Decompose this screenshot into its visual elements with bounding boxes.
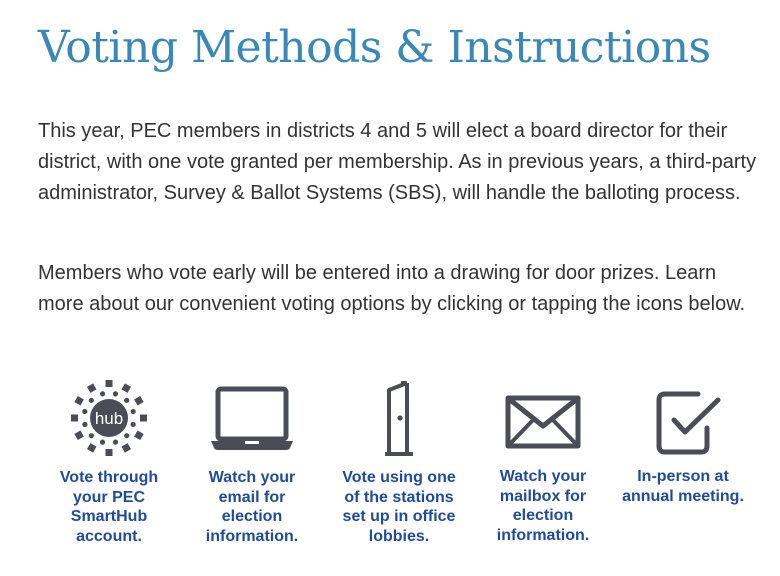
label-line: Watch your xyxy=(208,469,296,486)
label-line: Watch your xyxy=(499,468,587,485)
smarthub-icon-text: hub xyxy=(94,409,124,428)
label-line: account. xyxy=(76,527,142,545)
option-smarthub-label xyxy=(44,468,174,546)
voting-options xyxy=(0,378,780,568)
label-line: of the stations xyxy=(344,488,454,506)
intro-paragraph: This year, PEC members in districts 4 and 5 will elect a board director for their district, with one vote granted per membership. As in previous years, a third-party administrator, Survey & Ballot Systems (SBS), will handle the balloting process. xyxy=(38,120,757,204)
door-icon xyxy=(334,378,464,460)
option-office-lobby-label xyxy=(334,468,464,546)
label-line: election xyxy=(221,508,283,525)
laptop-icon xyxy=(187,378,317,460)
label-line: email for xyxy=(218,488,286,506)
label-line: Vote through xyxy=(59,469,159,486)
checkbox-icon xyxy=(618,378,748,460)
page-title: Voting Methods & Instructions xyxy=(38,22,711,73)
label-line: mailbox for xyxy=(499,487,587,505)
label-line: annual meeting. xyxy=(622,487,744,505)
label-line: set up in office xyxy=(342,508,456,525)
label-line: election xyxy=(512,507,574,524)
label-line: SmartHub xyxy=(70,508,148,525)
label-line: your PEC xyxy=(72,488,145,506)
label-line: Vote using one xyxy=(342,469,456,486)
label-line: information. xyxy=(205,527,299,545)
early-vote-paragraph: Members who vote early will be entered into a drawing for door prizes. Learn more about our convenient voting options by clicking or tapping the icons below. xyxy=(38,262,746,315)
option-email-label xyxy=(187,468,317,546)
option-mail-label xyxy=(478,467,608,545)
smarthub-icon xyxy=(44,378,174,460)
label-line: information. xyxy=(496,526,590,544)
envelope-icon xyxy=(478,378,608,460)
label-line: In-person at xyxy=(637,468,729,485)
option-in-person-label xyxy=(618,467,748,506)
label-line: lobbies. xyxy=(368,527,430,545)
